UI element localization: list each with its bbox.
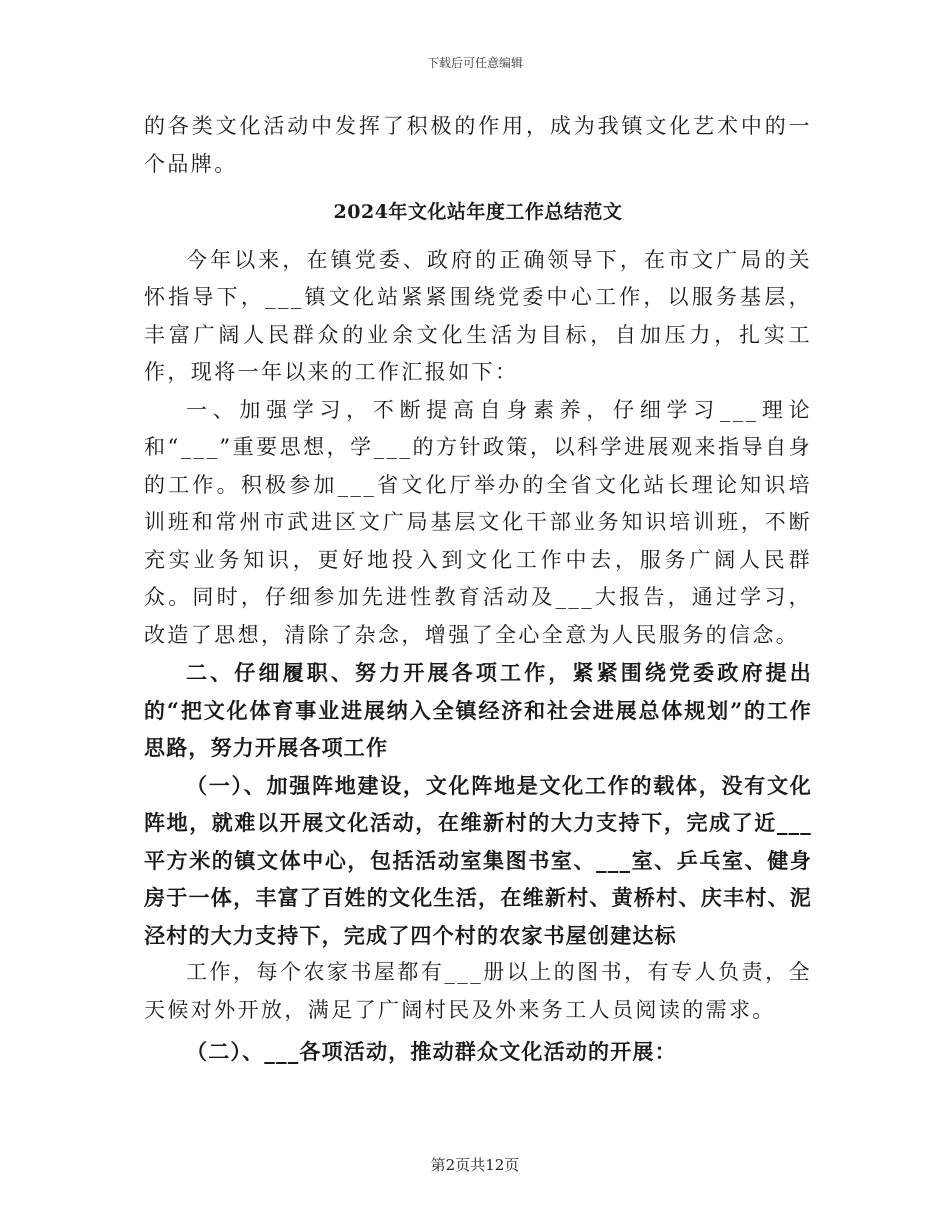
page-number: 第2页共12页 <box>430 1156 520 1174</box>
page-header-note: 下载后可任意编辑 <box>426 56 523 70</box>
section-2-heading: 二、仔细履职、努力开展各项工作，紧紧围绕党委政府提出的“把文化体育事业进展纳入全镇经济和社会进展总体规划”的工作思路，努力开展各项工作 <box>144 660 812 760</box>
subsection-1-continuation: 工作，每个农家书屋都有___册以上的图书，有专人负责，全天候对外开放，满足了广阔村民及外来务工人员阅读的需求。 <box>144 960 812 1022</box>
carryover-paragraph: 的各类文化活动中发挥了积极的作用，成为我镇文化艺术中的一个品牌。 <box>144 114 812 176</box>
section-1-paragraph: 一、加强学习，不断提高自身素养，仔细学习___理论和“___”重要思想，学___的方针政策，以科学进展观来指导自身的工作。积极参加___省文化厅举办的全省文化站长理论知识培训班和常州市武进区文广局基层文化干部业务知识培训班，不断充实业务知识，更好地投入到文化工作中去，服务广阔人民群众。同时，仔细参加先进性教育活动及___大报告，通过学习，改造了思想，清除了杂念，增强了全心全意为人民服务的信念。 <box>144 397 812 647</box>
intro-paragraph: 今年以来，在镇党委、政府的正确领导下，在市文广局的关怀指导下，___镇文化站紧紧围绕党委中心工作，以服务基层，丰富广阔人民群众的业余文化生活为目标，自加压力，扎实工作，现将一年以来的工作汇报如下： <box>144 247 812 384</box>
document-body <box>144 108 812 1071</box>
document-title: 2024年文化站年度工作总结范文 <box>333 201 623 223</box>
subsection-1-paragraph: （一）、加强阵地建设，文化阵地是文化工作的载体，没有文化阵地，就难以开展文化活动，在维新村的大力支持下，完成了近___平方米的镇文体中心，包括活动室集图书室、___室、乒乓室、健身房于一体，丰富了百姓的文化生活，在维新村、黄桥村、庆丰村、泥泾村的大力支持下，完成了四个村的农家书屋创建达标 <box>144 772 812 948</box>
subsection-2-heading: （二）、___各项活动，推动群众文化活动的开展： <box>186 1039 677 1064</box>
